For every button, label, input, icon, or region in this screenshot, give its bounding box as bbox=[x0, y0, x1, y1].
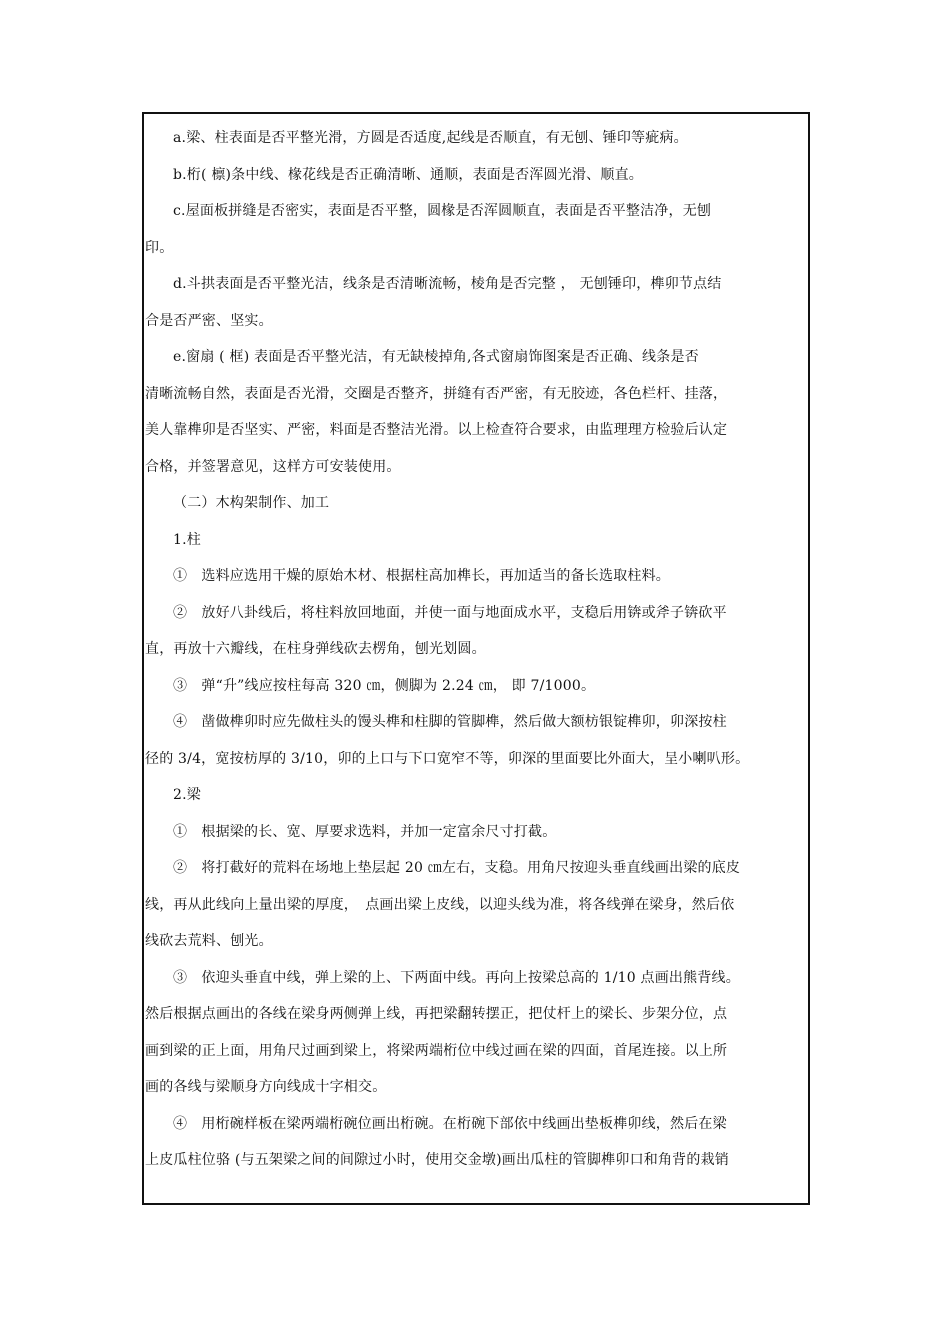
paragraph bbox=[145, 850, 806, 960]
text-line: 印。 bbox=[145, 239, 174, 256]
text-line: 画到梁的正上面，用角尺过画到梁上，将梁两端桁位中线过画在梁的四面，首尾连接。以上所 bbox=[145, 1042, 728, 1059]
text-line: 清晰流畅自然，表面是否光滑，交圈是否整齐，拼缝有否严密，有无胶迹，各色栏杆、挂落， bbox=[145, 385, 728, 402]
text-line: 线砍去荒料、刨光。 bbox=[145, 933, 273, 949]
text-line: ④ 用桁碗样板在梁两端桁碗位画出桁碗。在桁碗下部依中线画出垫板榫卯线，然后在梁 bbox=[173, 1115, 727, 1132]
text-line: 合是否严密、坚实。 bbox=[145, 312, 273, 329]
text-line: a.梁、柱表面是否平整光滑，方圆是否适度,起线是否顺直，有无刨、锤印等疵病。 bbox=[173, 130, 688, 146]
paragraph bbox=[145, 266, 806, 339]
paragraph bbox=[145, 704, 806, 777]
paragraph bbox=[145, 522, 806, 559]
text-line: ④ 凿做榫卯时应先做柱头的馒头榫和柱脚的管脚榫，然后做大额枋银锭榫卯，卯深按柱 bbox=[173, 714, 727, 730]
paragraph bbox=[145, 157, 806, 194]
text-line: 合格，并签署意见，这样方可安装使用。 bbox=[145, 458, 401, 475]
text-line: 2.梁 bbox=[173, 787, 201, 803]
text-line: ① 根据梁的长、宽、厚要求选料，并加一定富余尺寸打截。 bbox=[173, 823, 557, 840]
paragraph bbox=[145, 777, 806, 814]
text-line: c.屋面板拼缝是否密实，表面是否平整，圆椽是否浑圆顺直，表面是否平整洁净，无刨 bbox=[173, 203, 712, 219]
text-line: 美人靠榫卯是否坚实、严密，料面是否整洁光滑。以上检查符合要求，由监理理方检验后认定 bbox=[145, 422, 728, 438]
text-line: ③ 弹“升”线应按柱每高 320 ㎝，侧脚为 2.24 ㎝， 即 7/1000。 bbox=[173, 677, 596, 694]
text-line: ③ 依迎头垂直中线，弹上梁的上、下两面中线。再向上按梁总高的 1/10 点画出熊背线。 bbox=[173, 969, 740, 986]
text-line: 画的各线与梁顺身方向线成十字相交。 bbox=[145, 1079, 387, 1095]
text-line: 线，再从此线向上量出梁的厚度， 点画出梁上皮线，以迎头线为准，将各线弹在梁身，然后依 bbox=[145, 896, 735, 913]
paragraph bbox=[145, 595, 806, 668]
paragraph bbox=[145, 668, 806, 705]
paragraph bbox=[145, 339, 806, 485]
paragraph bbox=[145, 193, 806, 266]
text-line: ② 放好八卦线后，将柱料放回地面，并使一面与地面成水平，支稳后用锛或斧子锛砍平 bbox=[173, 604, 727, 621]
paragraph bbox=[145, 814, 806, 851]
text-line: 径的 3/4，宽按枋厚的 3/10，卯的上口与下口宽窄不等，卯深的里面要比外面大，呈小喇叭形。 bbox=[145, 750, 750, 767]
paragraph bbox=[145, 485, 806, 522]
paragraph bbox=[145, 120, 806, 157]
text-line: 1.柱 bbox=[173, 531, 201, 548]
text-line: 上皮瓜柱位骆 (与五架梁之间的间隙过小时，使用交金墩)画出瓜柱的管脚榫卯口和角背的栽销 bbox=[145, 1152, 729, 1168]
paragraph bbox=[145, 960, 806, 1106]
text-line: ② 将打截好的荒料在场地上垫层起 20 ㎝左右，支稳。用角尺按迎头垂直线画出梁的底皮 bbox=[173, 860, 741, 876]
paragraph bbox=[145, 1106, 806, 1179]
text-line: d.斗拱表面是否平整光洁，线条是否清晰流畅，棱角是否完整 ， 无刨锤印，榫卯节点结 bbox=[173, 276, 722, 292]
text-line: ① 选料应选用干燥的原始木材、根据柱高加榫长，再加适当的备长选取柱料。 bbox=[173, 568, 670, 584]
text-line: 直，再放十六瓣线，在柱身弹线砍去楞角，刨光划圆。 bbox=[145, 641, 486, 657]
text-line: 然后根据点画出的各线在梁身两侧弹上线，再把梁翻转摆正，把仗杆上的梁长、步架分位，点 bbox=[145, 1006, 728, 1022]
text-line: e.窗扇 ( 框) 表面是否平整光洁，有无缺棱掉角,各式窗扇饰图案是否正确、线条是否 bbox=[173, 349, 699, 365]
text-line: （二）木构架制作、加工 bbox=[173, 495, 330, 511]
document-body bbox=[145, 120, 806, 1179]
paragraph bbox=[145, 558, 806, 595]
text-line: b.桁( 檩)条中线、椽花线是否正确清晰、通顺，表面是否浑圆光滑、顺直。 bbox=[173, 166, 643, 183]
